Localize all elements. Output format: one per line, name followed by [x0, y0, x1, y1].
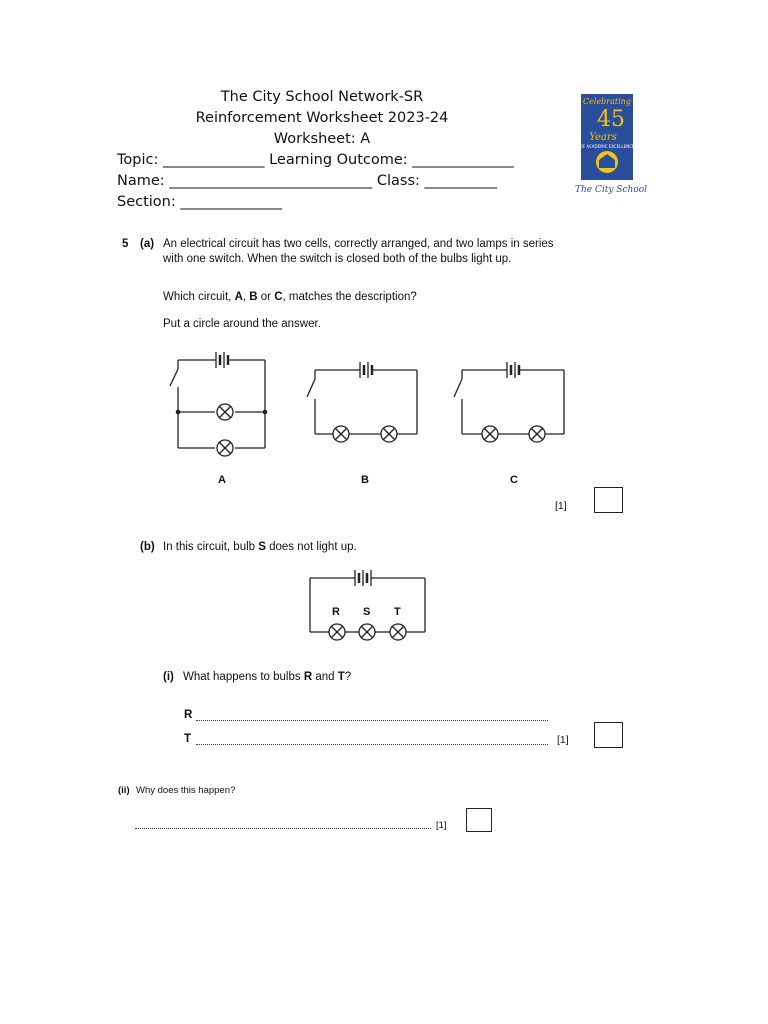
bulb-t-label: T [394, 606, 401, 618]
logo-school-name: The City School [574, 185, 648, 195]
answer-t-label: T [184, 733, 192, 745]
bulb-r-label: R [332, 606, 340, 618]
name-line: Name: ____________________________ Class: __________ [117, 173, 498, 189]
q5a-instruction: Put a circle around the answer. [163, 318, 321, 330]
q5a-text-line2: with one switch. When the switch is closed both of the bulbs light up. [163, 253, 512, 265]
answer-ii-line[interactable] [135, 828, 431, 829]
q5a-question: Which circuit, A, B or C, matches the description? [163, 291, 417, 303]
q5bi-mark: [1] [557, 734, 569, 746]
bulb-s-label: S [363, 606, 371, 618]
school-logo [553, 88, 670, 200]
circuit-b-diagram [305, 355, 425, 450]
q5-number: 5 [122, 238, 129, 250]
q5bi-label: (i) [163, 671, 174, 683]
worksheet-id: Worksheet: A [273, 131, 371, 147]
q5a-label: (a) [140, 238, 155, 250]
answer-t-line[interactable] [196, 744, 548, 745]
q5bii-text: Why does this happen? [136, 785, 236, 796]
logo-graphic [553, 88, 670, 200]
section-line: Section: ______________ [117, 194, 282, 210]
q5bi-text: What happens to bulbs R and T? [183, 671, 352, 683]
topic-line: Topic: ______________ Learning Outcome: ______________ [117, 152, 514, 168]
circuit-rst-diagram [305, 565, 435, 640]
circuit-c-diagram [452, 355, 572, 450]
q5b-label: (b) [140, 541, 155, 553]
logo-tagline: OF ACADEMIC EXCELLENCE [579, 144, 635, 149]
worksheet-title: Reinforcement Worksheet 2023-24 [195, 110, 449, 126]
q5bii-label: (ii) [118, 785, 130, 796]
q5bii-answer-box[interactable] [466, 808, 492, 832]
logo-number: 45 [597, 107, 625, 132]
q5bii-mark: [1] [436, 820, 447, 831]
answer-r-label: R [184, 709, 193, 721]
circuit-b-label[interactable]: B [361, 474, 369, 486]
logo-top-text: Celebrating [583, 97, 631, 106]
circuit-a-diagram [165, 340, 275, 465]
q5b-text: In this circuit, bulb S does not light up. [163, 541, 357, 553]
logo-years: Years [589, 132, 617, 143]
q5a-mark: [1] [555, 500, 567, 512]
school-name: The City School Network-SR [220, 89, 424, 105]
circuit-a-label[interactable]: A [218, 474, 226, 486]
q5a-answer-box[interactable] [594, 487, 623, 513]
q5bi-answer-box[interactable] [594, 722, 623, 748]
answer-r-line[interactable] [196, 720, 548, 721]
q5a-text-line1: An electrical circuit has two cells, correctly arranged, and two lamps in series [163, 238, 554, 250]
circuit-c-label[interactable]: C [510, 474, 518, 486]
